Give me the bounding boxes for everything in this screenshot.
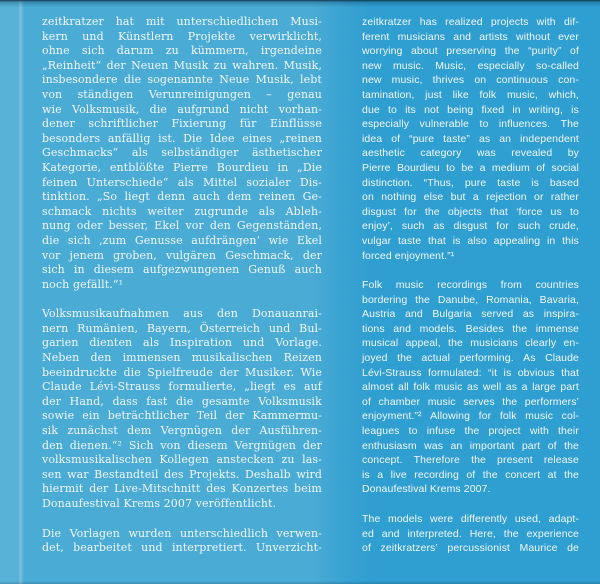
text-line: almost all folk music as well as a large part: [362, 381, 579, 394]
text-line: new music, thrives on continuous con-: [362, 74, 579, 87]
text-line: idea of “pure taste” as an independent: [362, 132, 579, 145]
text-line: The models were differently used, adapt-: [362, 513, 579, 525]
left-column-german-text: [42, 15, 322, 556]
text-line: sowie ein beträchtlicher Teil der Kammermu-: [42, 409, 322, 423]
paragraph: [362, 512, 579, 556]
text-line: zeitkratzer hat mit unterschiedlichen Musi-: [42, 15, 322, 28]
text-line: volksmusikalischen Kollegen anstecken zu las-: [42, 453, 322, 467]
text-line: ed and interpreted. Here, the experience: [362, 527, 579, 540]
text-line: vor jenem groben, vulgären Geschmack, der: [42, 248, 322, 262]
paragraph: [362, 15, 579, 263]
text-line: on nothing else but a rejection or rather: [362, 191, 579, 204]
text-line: is a live recording of the concert at the: [362, 468, 579, 481]
text-line: Pierre Bourdieu to be a medium of social: [362, 161, 579, 174]
text-line: nern Rumänien, Bayern, Österreich und Bul-: [42, 321, 322, 335]
text-line: musical appeal, the musicians clearly en-: [362, 337, 579, 350]
paragraph: [42, 307, 322, 511]
text-line: schmack nichts weiter zugrunde als Ableh-: [42, 204, 322, 218]
text-line: enthusiasm was an important part of the: [362, 439, 579, 452]
text-line: bordering the Danube, Romania, Bavaria,: [362, 293, 579, 306]
text-line: dener schriftlicher Fixierung für Einflüsse: [42, 117, 322, 131]
text-line: aesthetic category was revealed by: [362, 147, 579, 160]
text-line: of chamber music serves the performers’: [362, 395, 579, 408]
paragraph: [362, 278, 579, 497]
text-line: Volksmusikaufnahmen aus den Donauanrai-: [42, 307, 322, 321]
text-line: Austria and Bulgaria served as inspira-: [362, 308, 579, 321]
text-line: especially vulnerable to influences. The: [362, 118, 579, 131]
text-line: disgust for the objects that ‘force us to: [362, 205, 579, 218]
text-line: besonders anfällig ist. Die Idee eines „reinen: [42, 131, 322, 145]
text-line: der Hand, dass fast die gesamte Volksmusik: [42, 394, 322, 408]
text-line: Neben den immensen musikalischen Reizen: [42, 351, 322, 365]
text-line: enjoy’, such as disgust for such crude,: [362, 220, 579, 233]
text-line: tions and models. Besides the immense: [362, 322, 579, 335]
text-line: Claude Lévi-Strauss formulierte, „liegt es auf: [42, 380, 322, 394]
text-line: due to its not being fixed in writing, is: [362, 103, 579, 116]
text-line: joyed the actual performing. As Claude: [362, 352, 579, 365]
text-line: worrying about preserving the “purity” of: [362, 45, 579, 58]
text-line: Folk music recordings from countries: [362, 279, 579, 292]
text-line: of zeitkratzers’ percussionist Maurice de: [362, 542, 579, 555]
text-line: det, bearbeitet und interpretiert. Unverzicht-: [42, 541, 322, 555]
text-line: sik zunächst dem Vergnügen der Ausführen-: [42, 424, 322, 438]
text-line: tinktion. „So liegt denn auch dem reinen Ge-: [42, 190, 322, 204]
text-line: leagues to infuse the project with their: [362, 425, 579, 438]
text-line: ohne sich darum zu kümmern, irgendeine: [42, 44, 322, 58]
text-line: den dienen.“² Sich von diesem Vergnügen der: [42, 438, 322, 452]
text-line: tamination, just like folk music, which,: [362, 88, 579, 101]
text-line: forced enjoyment.”¹: [362, 249, 455, 262]
text-line: hiermit der Live-Mitschnitt des Konzertes beim: [42, 482, 322, 496]
text-line: „Reinheit“ der Neuen Musik zu wahren. Musik,: [42, 58, 322, 72]
text-line: kern und Künstlern Projekte verwirklicht,: [42, 29, 322, 43]
text-line: Donaufestival Krems 2007 veröffentlicht.: [42, 497, 277, 510]
text-line: die sich ‚zum Genusse aufdrängen‘ wie Ekel: [42, 233, 322, 247]
text-line: zeitkratzer has realized projects with dif-: [362, 16, 579, 28]
text-line: ferent musicians and artists without ever: [362, 30, 579, 43]
text-line: feinen Unterschiede“ als Mittel sozialer Dis-: [42, 175, 322, 189]
text-line: vulgar taste that is also appealing in this: [362, 234, 579, 247]
text-line: Die Vorlagen wurden unterschiedlich verwen-: [42, 526, 322, 540]
text-line: von ständigen Verunreinigungen – genau: [42, 87, 322, 101]
text-line: nung oder besser, Ekel vor den Gegenständen,: [42, 219, 322, 233]
text-line: sich in diesem aufgezwungenen Genuß auch: [42, 263, 322, 277]
text-line: noch gefällt.“¹: [42, 277, 124, 291]
text-line: Geschmacks“ als selbständiger ästhetischer: [42, 146, 322, 160]
paragraph: [42, 15, 322, 292]
text-line: sen war Bestandteil des Projekts. Deshalb wird: [42, 467, 322, 481]
paragraph: [42, 527, 322, 556]
text-line: Donaufestival Krems 2007.: [362, 483, 491, 496]
text-line: beeindruckte die Spielfreude der Musiker. Wie: [42, 365, 322, 379]
text-line: insbesondere die sogenannte Neue Musik, lebt: [42, 73, 322, 87]
right-column-english-text: [362, 15, 579, 556]
text-line: enjoyment.”² Allowing for folk music col-: [362, 410, 579, 423]
text-line: garien dienten als Inspiration und Vorlage.: [42, 336, 322, 350]
text-line: Lévi-Strauss formulated: “it is obvious that: [362, 366, 579, 379]
text-line: concept. Therefore the present release: [362, 454, 579, 467]
text-line: new music. Music, especially so-called: [362, 59, 579, 72]
text-line: wie Volksmusik, die aufgrund nicht vorhan-: [42, 102, 322, 116]
text-line: distinction. “Thus, pure taste is based: [362, 176, 579, 189]
text-line: Kategorie, entblößte Pierre Bourdieu in „Die: [42, 160, 322, 174]
